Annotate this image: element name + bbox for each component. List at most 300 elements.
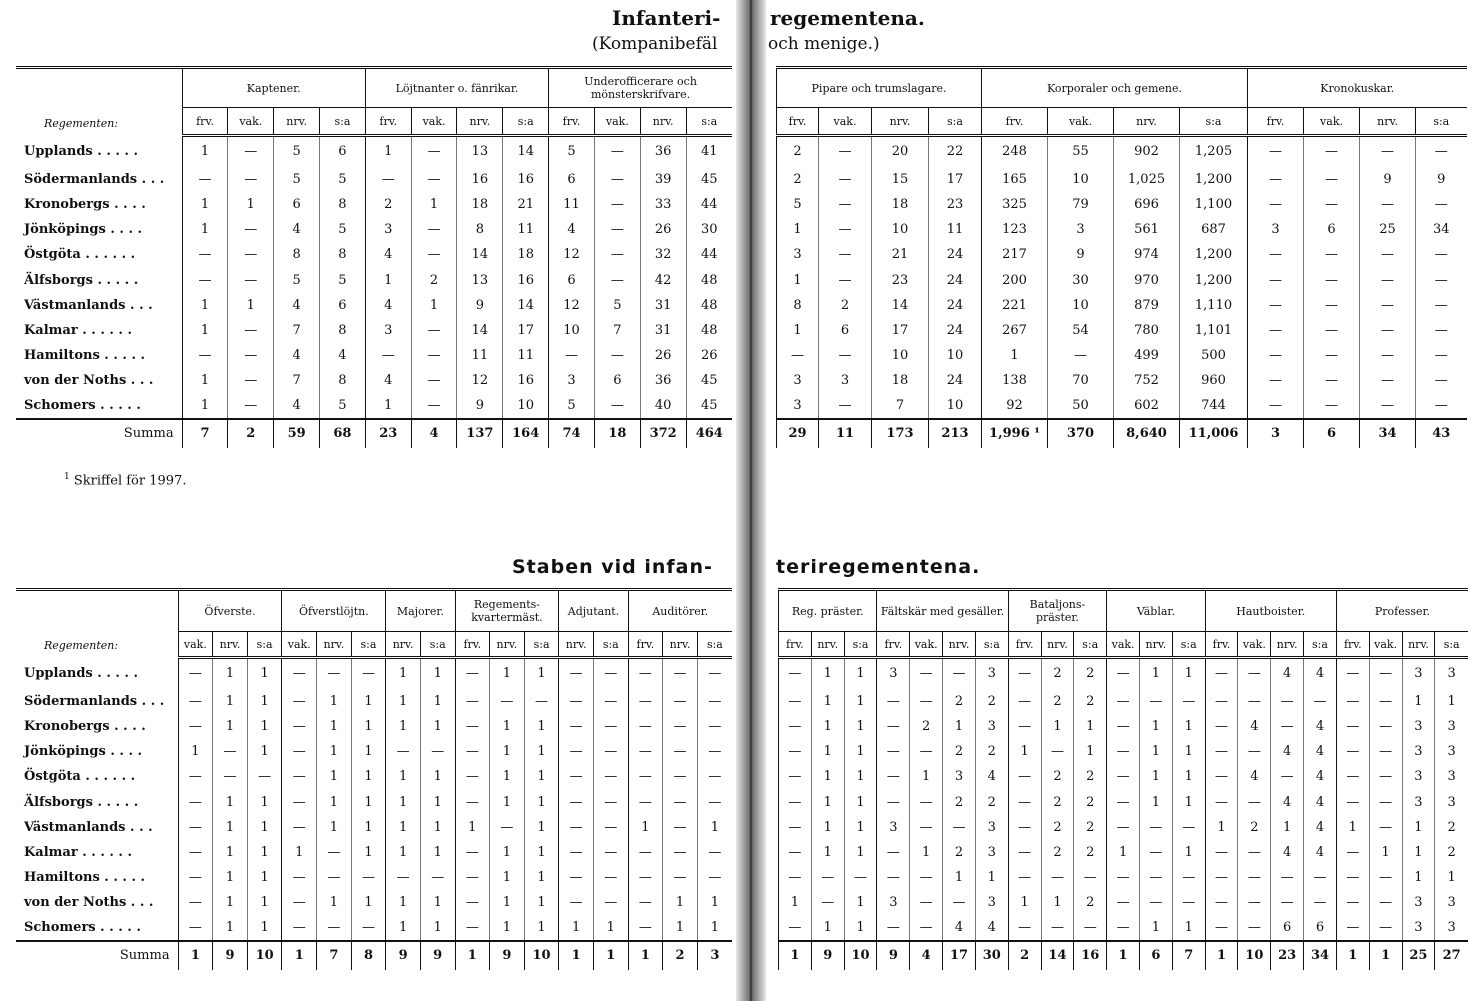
table-cell: — — [411, 242, 457, 267]
regiment-name: von der Noths . . . — [24, 373, 154, 389]
group-header: Underofficerare och mönsterskrifvare. — [549, 68, 732, 108]
table-cell: 10 — [929, 343, 982, 368]
table-cell: 6 — [1304, 915, 1337, 940]
table-cell: 1 — [844, 764, 877, 789]
table-cell: — — [593, 890, 628, 915]
table-cell: — — [910, 915, 943, 940]
table-cell: 4 — [1271, 658, 1304, 689]
table-cell: — — [663, 739, 698, 764]
table-cell: — — [559, 789, 594, 814]
summa-cell: 7 — [317, 941, 352, 970]
summa-cell: 4 — [910, 941, 943, 970]
table-cell: 1 — [1139, 658, 1172, 689]
table-cell: 15 — [872, 167, 929, 192]
column-header: vak. — [1369, 632, 1402, 658]
column-header: frv. — [1248, 108, 1304, 136]
regiment-name: Kronobergs . . . . — [24, 718, 146, 734]
column-header: frv. — [1205, 632, 1238, 658]
table-cell: — — [1304, 865, 1337, 890]
table-cell: — — [411, 217, 457, 242]
table-cell: — — [1360, 267, 1416, 292]
table-cell: 13 — [457, 136, 503, 167]
table-cell: — — [1271, 714, 1304, 739]
column-header: s:a — [686, 108, 732, 136]
table-row — [777, 318, 1467, 343]
table-cell: 4 — [975, 764, 1008, 789]
table-cell: 32 — [640, 242, 686, 267]
table-cell: 1 — [213, 890, 248, 915]
column-header: s:a — [1074, 632, 1107, 658]
table-cell: — — [1416, 343, 1467, 368]
table-cell: 70 — [1048, 368, 1114, 393]
table-cell: 17 — [872, 318, 929, 343]
table-cell: 1 — [1139, 714, 1172, 739]
table-cell: 200 — [982, 267, 1048, 292]
column-header: frv. — [982, 108, 1048, 136]
table-cell: — — [1074, 865, 1107, 890]
table-cell: — — [1238, 739, 1271, 764]
table-cell: 4 — [1304, 714, 1337, 739]
table-cell: 1 — [1008, 890, 1041, 915]
column-header: s:a — [1180, 108, 1248, 136]
table-cell: — — [628, 714, 663, 739]
table-cell: 1 — [247, 915, 282, 940]
table-cell: — — [593, 739, 628, 764]
column-header: s:a — [593, 632, 628, 658]
table-cell: 24 — [929, 368, 982, 393]
table-cell: 92 — [982, 393, 1048, 418]
table-cell: 561 — [1114, 217, 1180, 242]
table-cell: — — [1304, 393, 1360, 418]
group-header: Öfverste. — [178, 590, 282, 632]
table-cell: 1 — [1172, 739, 1205, 764]
table-row — [777, 267, 1467, 292]
summa-cell: 17 — [943, 941, 976, 970]
table-cell: 3 — [877, 890, 910, 915]
column-header: s:a — [247, 632, 282, 658]
table-cell: — — [1172, 815, 1205, 840]
table-cell: — — [697, 789, 732, 814]
table-cell: 1 — [247, 658, 282, 689]
table-cell: 1 — [490, 764, 525, 789]
table-cell: — — [779, 815, 812, 840]
table-cell: 1 — [1435, 865, 1468, 890]
table-cell: 3 — [1435, 764, 1468, 789]
table-cell: — — [594, 136, 640, 167]
table-cell: — — [420, 865, 455, 890]
table-cell: — — [1271, 764, 1304, 789]
table-cell: 3 — [943, 764, 976, 789]
table-cell: 8 — [777, 293, 819, 318]
table-cell: 1 — [982, 343, 1048, 368]
table-cell: — — [1360, 318, 1416, 343]
table-cell: — — [411, 343, 457, 368]
table-cell: 3 — [365, 217, 411, 242]
table-row — [16, 714, 732, 739]
table-cell: 1 — [365, 136, 411, 167]
table-cell: 1 — [420, 890, 455, 915]
table-row — [16, 890, 732, 915]
column-header: nrv. — [457, 108, 503, 136]
table-cell: — — [697, 865, 732, 890]
table-cell: 3 — [1435, 658, 1468, 689]
table-cell: 1 — [844, 658, 877, 689]
table-cell: — — [628, 840, 663, 865]
table-cell: 1,025 — [1114, 167, 1180, 192]
table-cell: 1 — [811, 689, 844, 714]
table-cell: 1 — [1369, 840, 1402, 865]
table-cell: — — [1416, 318, 1467, 343]
table-cell: — — [877, 739, 910, 764]
column-header: s:a — [697, 632, 732, 658]
column-header: vak. — [1304, 108, 1360, 136]
summa-cell: 14 — [1041, 941, 1074, 970]
table-cell: 6 — [549, 267, 595, 292]
column-header: s:a — [503, 108, 549, 136]
column-header: nrv. — [1041, 632, 1074, 658]
table-cell: — — [411, 136, 457, 167]
table-row — [779, 789, 1469, 814]
summa-cell: 7 — [182, 419, 228, 448]
table-cell: 1 — [490, 840, 525, 865]
summa-cell: 213 — [929, 419, 982, 448]
table-cell: 1 — [811, 714, 844, 739]
table-cell: — — [559, 714, 594, 739]
table-cell: 1 — [777, 318, 819, 343]
column-header: frv. — [1008, 632, 1041, 658]
table-cell: 1 — [411, 293, 457, 318]
column-header: s:a — [1435, 632, 1468, 658]
table-cell: 744 — [1180, 393, 1248, 418]
table-cell: 1,200 — [1180, 267, 1248, 292]
table-cell: — — [1336, 840, 1369, 865]
table-cell: 1 — [178, 739, 213, 764]
table-cell: — — [490, 689, 525, 714]
table-cell: — — [1369, 739, 1402, 764]
table-cell: — — [628, 890, 663, 915]
table-row — [16, 343, 732, 368]
table-cell: 9 — [457, 393, 503, 418]
table-cell: — — [594, 393, 640, 418]
table-cell: — — [228, 217, 274, 242]
table-row — [777, 343, 1467, 368]
table-cell: 10 — [1048, 167, 1114, 192]
table-cell: 2 — [1074, 840, 1107, 865]
table-cell: 2 — [1041, 689, 1074, 714]
table-cell: — — [411, 167, 457, 192]
table-cell: — — [628, 689, 663, 714]
column-header: vak. — [411, 108, 457, 136]
page-gutter — [736, 0, 766, 1001]
table-cell: 39 — [640, 167, 686, 192]
table-cell: — — [779, 689, 812, 714]
table-cell: 1 — [317, 714, 352, 739]
table-cell: — — [697, 658, 732, 689]
table-cell: 1 — [182, 293, 228, 318]
table-cell: 18 — [872, 192, 929, 217]
table-cell: — — [1416, 267, 1467, 292]
table-cell: — — [594, 167, 640, 192]
table-cell: — — [819, 136, 872, 167]
table-cell: 2 — [1074, 815, 1107, 840]
table-cell: 26 — [686, 343, 732, 368]
table-cell: — — [1107, 890, 1140, 915]
table-cell: — — [365, 167, 411, 192]
group-header: Bataljons-präster. — [1008, 590, 1106, 632]
table-cell: — — [351, 865, 386, 890]
table-cell: — — [182, 242, 228, 267]
table-cell: — — [282, 865, 317, 890]
section-title-right: teriregementena. — [776, 556, 981, 578]
table-cell: — — [1336, 658, 1369, 689]
table-row — [779, 658, 1469, 689]
table-cell: 14 — [503, 293, 549, 318]
table-cell: 4 — [1271, 739, 1304, 764]
table-row — [16, 293, 732, 318]
table-cell: 1 — [524, 915, 559, 940]
summa-cell: 27 — [1435, 941, 1468, 970]
table-cell: — — [228, 242, 274, 267]
table-cell: 1 — [811, 840, 844, 865]
table-cell: 1 — [524, 789, 559, 814]
summa-cell: 1 — [593, 941, 628, 970]
table-cell: — — [1139, 815, 1172, 840]
table-row — [16, 815, 732, 840]
column-header: s:a — [929, 108, 982, 136]
column-header: vak. — [819, 108, 872, 136]
table-cell: 1 — [490, 789, 525, 814]
summa-cell: 3 — [697, 941, 732, 970]
table-cell: 1 — [247, 789, 282, 814]
table-cell: 1 — [524, 890, 559, 915]
summa-cell: 372 — [640, 419, 686, 448]
table-cell: 22 — [929, 136, 982, 167]
table-cell: 3 — [1402, 714, 1435, 739]
table-cell: 780 — [1114, 318, 1180, 343]
table-cell: — — [1238, 865, 1271, 890]
table-cell: 7 — [872, 393, 929, 418]
table-cell: — — [1107, 865, 1140, 890]
table-cell: — — [1360, 242, 1416, 267]
table-cell: 1 — [247, 890, 282, 915]
table-cell: 1 — [1172, 840, 1205, 865]
table-cell: 1 — [351, 890, 386, 915]
table-cell: 1 — [663, 915, 698, 940]
table-cell: — — [628, 865, 663, 890]
summa-cell: 1,996 ¹ — [982, 419, 1048, 448]
title-left: Infanteri- — [612, 6, 721, 30]
table-cell: 1 — [1205, 815, 1238, 840]
summa-cell: 11 — [819, 419, 872, 448]
table-cell: 902 — [1114, 136, 1180, 167]
group-header: Adjutant. — [559, 590, 628, 632]
table-cell: 26 — [640, 343, 686, 368]
table-cell: 4 — [1271, 789, 1304, 814]
table-cell: — — [819, 242, 872, 267]
table-cell: — — [1271, 689, 1304, 714]
table-cell: 2 — [943, 789, 976, 814]
summa-cell: 59 — [274, 419, 320, 448]
table-cell: 18 — [503, 242, 549, 267]
table-cell: 55 — [1048, 136, 1114, 167]
table-cell: — — [178, 658, 213, 689]
table-cell: 1 — [490, 865, 525, 890]
table-cell: 1 — [844, 789, 877, 814]
summa-cell: 34 — [1304, 941, 1337, 970]
table-cell: 17 — [503, 318, 549, 343]
table-cell: — — [811, 890, 844, 915]
table-cell: — — [779, 789, 812, 814]
table-cell: — — [1336, 689, 1369, 714]
table-cell: 3 — [365, 318, 411, 343]
table-cell: 1 — [351, 764, 386, 789]
table-cell: — — [282, 789, 317, 814]
table-row — [777, 293, 1467, 318]
column-header: nrv. — [640, 108, 686, 136]
table-cell: — — [182, 343, 228, 368]
table-cell: 4 — [1304, 840, 1337, 865]
table-cell: 1 — [628, 815, 663, 840]
table-row — [777, 242, 1467, 267]
table-cell: 4 — [274, 343, 320, 368]
table-cell: 2 — [1074, 658, 1107, 689]
table-row — [779, 840, 1469, 865]
table-cell: 1 — [213, 915, 248, 940]
table-cell: — — [411, 318, 457, 343]
table-cell: — — [1248, 318, 1304, 343]
summa-cell: 9 — [490, 941, 525, 970]
table-cell: 1 — [844, 815, 877, 840]
table-cell: 1 — [213, 865, 248, 890]
column-header: s:a — [975, 632, 1008, 658]
table-cell: — — [1360, 136, 1416, 167]
table-cell: 12 — [549, 242, 595, 267]
table-cell: 1 — [844, 890, 877, 915]
table-cell: — — [282, 764, 317, 789]
table-cell: — — [282, 689, 317, 714]
table-cell: — — [1041, 739, 1074, 764]
table-cell: — — [1416, 293, 1467, 318]
table-cell: 1 — [1402, 840, 1435, 865]
table-cell: 1 — [420, 714, 455, 739]
table-cell: 42 — [640, 267, 686, 292]
table-cell: — — [1369, 689, 1402, 714]
table-cell: 4 — [1304, 815, 1337, 840]
summa-cell: 4 — [411, 419, 457, 448]
table-row — [16, 167, 732, 192]
table-cell: 1 — [1402, 865, 1435, 890]
table-cell: — — [594, 267, 640, 292]
table-cell: 165 — [982, 167, 1048, 192]
table-cell: 1 — [420, 689, 455, 714]
table-cell: — — [1139, 865, 1172, 890]
table-cell: — — [1008, 714, 1041, 739]
summa-cell: 10 — [1238, 941, 1271, 970]
summa-cell: 7 — [1172, 941, 1205, 970]
table-cell: 325 — [982, 192, 1048, 217]
table-cell: — — [779, 840, 812, 865]
table-cell: — — [282, 714, 317, 739]
column-header: frv. — [1336, 632, 1369, 658]
table-cell: — — [628, 739, 663, 764]
summa-cell: 18 — [594, 419, 640, 448]
table-cell: — — [228, 167, 274, 192]
table-cell: — — [779, 658, 812, 689]
summa-cell: 2 — [228, 419, 274, 448]
table-cell: 31 — [640, 293, 686, 318]
column-header: vak. — [1238, 632, 1271, 658]
table-cell: — — [524, 689, 559, 714]
table-row — [777, 393, 1467, 418]
table-cell: — — [1336, 739, 1369, 764]
table-cell: — — [1205, 890, 1238, 915]
summa-cell: 173 — [872, 419, 929, 448]
regiment-name: Västmanlands . . . — [24, 297, 153, 313]
table-cell: 8 — [320, 368, 366, 393]
table-cell: 1 — [844, 915, 877, 940]
table-cell: 34 — [1416, 217, 1467, 242]
group-header: Pipare och trumslagare. — [777, 68, 982, 108]
group-header: Kaptener. — [182, 68, 365, 108]
table-cell: — — [910, 689, 943, 714]
summa-row — [16, 419, 732, 448]
table-cell: — — [1205, 658, 1238, 689]
table-cell: — — [178, 865, 213, 890]
table-cell: — — [910, 739, 943, 764]
table-cell: 1 — [386, 815, 421, 840]
table-cell: 45 — [686, 368, 732, 393]
table-cell: 1 — [182, 192, 228, 217]
table-cell: — — [1248, 267, 1304, 292]
table-cell: 6 — [1304, 217, 1360, 242]
table-cell: 7 — [274, 368, 320, 393]
table-cell: — — [1271, 865, 1304, 890]
title-right: regementena. — [770, 6, 925, 30]
summa-cell: 9 — [811, 941, 844, 970]
table-cell: — — [1304, 689, 1337, 714]
table-cell: 1,100 — [1180, 192, 1248, 217]
table-cell: 3 — [1435, 915, 1468, 940]
table-cell: — — [877, 764, 910, 789]
table-cell: — — [910, 815, 943, 840]
summa-cell: 6 — [1139, 941, 1172, 970]
table-cell: — — [663, 658, 698, 689]
table-cell: — — [779, 764, 812, 789]
table-cell: 1 — [844, 739, 877, 764]
table-cell: 3 — [1402, 789, 1435, 814]
table-cell: 960 — [1180, 368, 1248, 393]
table-cell: 2 — [943, 840, 976, 865]
table-row — [16, 764, 732, 789]
table-cell: 45 — [686, 393, 732, 418]
table-cell: 3 — [1402, 890, 1435, 915]
table-cell: 1 — [1402, 815, 1435, 840]
table-cell: 221 — [982, 293, 1048, 318]
table-cell: 14 — [872, 293, 929, 318]
table-cell: 1 — [213, 815, 248, 840]
table-cell: — — [1416, 368, 1467, 393]
table-cell: — — [282, 815, 317, 840]
table-cell: — — [1205, 789, 1238, 814]
table-cell: 2 — [943, 739, 976, 764]
table-cell: 1 — [777, 217, 819, 242]
table-cell: 2 — [365, 192, 411, 217]
table-cell: 8 — [274, 242, 320, 267]
column-header: s:a — [420, 632, 455, 658]
table-cell: — — [1139, 890, 1172, 915]
table-cell: 1 — [490, 890, 525, 915]
table-cell: 2 — [1238, 815, 1271, 840]
